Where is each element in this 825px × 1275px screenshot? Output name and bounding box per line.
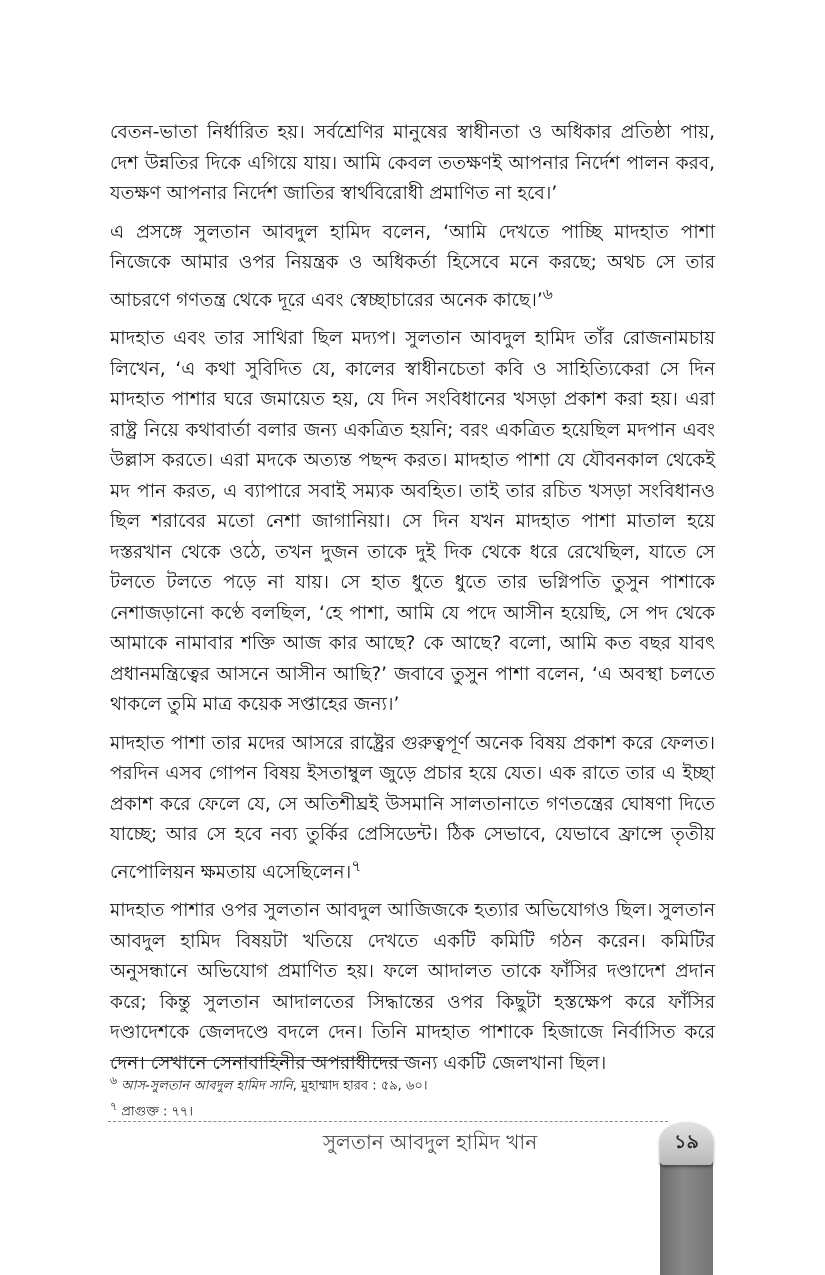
footnote-marker: ৭ [110,1100,118,1114]
paragraph: এ প্রসঙ্গে সুলতান আবদুল হামিদ বলেন, ‘আমি দেখতে পাচ্ছি মাদহাত পাশা নিজেকে আমার ওপর নিয়ন্ত্রক ও অধিকর্তা হিসেবে মনে করছে; অথচ সে তার আচরণে গণতন্ত্র থেকে দূরে এবং স্বেচ্ছাচারের অনেক কাছে।’$^৬$ [110,221,715,311]
footnotes [110,1070,715,1123]
running-title: সুলতান আবদুল হামিদ খান [322,1130,538,1154]
footnote [110,1096,715,1122]
paragraph: মাদহাত পাশা তার মদের আসরে রাষ্ট্রের গুরুত্বপূর্ণ অনেক বিষয় প্রকাশ করে ফেলত। পরদিন এসব গোপন বিষয় ইসতাম্বুল জুড়ে প্রচার হয়ে যেত। এক রাতে তার এ ইচ্ছা প্রকাশ করে ফেলে যে, সে অতিশীঘ্রই উসমানি সালতানাতে গণতন্ত্রের ঘোষণা দিতে যাচ্ছে; আর সে হবে নব্য তুর্কির প্রেসিডেন্ট। ঠিক সেভাবে, যেভাবে ফ্রান্সে তৃতীয় নেপোলিয়ন ক্ষমতায় এসেছিলেন।$^৭$ [110,732,715,883]
footnote-text: , মুহাম্মাদ হারব : ৫৯, ৬০। [292,1078,428,1094]
footnote-marker: ৬ [110,1074,118,1087]
page-edge-bar [660,1150,713,1275]
footnote-source-title: আস-সুলতান আবদুল হামিদ সানি [121,1078,293,1094]
footnote [110,1070,715,1096]
page-number: ১৯ [674,1131,699,1153]
paragraph: মাদহাত এবং তার সাথিরা ছিল মদ্যপ। সুলতান আবদুল হামিদ তাঁর রোজনামচায় লিখেন, ‘এ কথা সুবিদিত যে, কালের স্বাধীনচেতা কবি ও সাহিত্যিকেরা সে দিন মাদহাত পাশার ঘরে জমায়েত হয়, যে দিন সংবিধানের খসড়া প্রকাশ করা হয়। এরা রাষ্ট্র নিয়ে কথাবার্তা বলার জন্য একত্রিত হয়নি; বরং একত্রিত হয়েছিল মদপান এবং উল্লাস করতে। এরা মদকে অত্যন্ত পছন্দ করত। মাদহাত পাশা যে যৌবনকাল থেকেই মদ পান করত, এ ব্যাপারে সবাই সম্যক অবহিত। তাই তার রচিত খসড়া সংবিধানও ছিল শরাবের মতো নেশা জাগানিয়া। সে দিন যখন মাদহাত পাশা মাতাল হয়ে দস্তরখান থেকে ওঠে, তখন দুজন তাকে দুই দিক থেকে ধরে রেখেছিল, যাতে সে টলতে টলতে পড়ে না যায়। সে হাত ধুতে ধুতে তার ভগ্নিপতি তুসুন পাশাকে নেশাজড়ানো কণ্ঠে বলছিল, ‘হে পাশা, আমি যে পদে আসীন হয়েছি, সে পদ থেকে আমাকে নামাবার শক্তি আজ কার আছে? কে আছে? বলো, আমি কত বছর যাবৎ প্রধানমন্ত্রিত্বের আসনে আসীন আছি?’ জবাবে তুসুন পাশা বলেন, ‘এ অবস্থা চলতে থাকলে তুমি মাত্র কয়েক সপ্তাহের জন্য।’ [110,328,715,716]
paragraph: বেতন-ভাতা নির্ধারিত হয়। সর্বশ্রেণির মানুষের স্বাধীনতা ও অধিকার প্রতিষ্ঠা পায়, দেশ উন্নতির দিকে এগিয়ে যায়। আমি কেবল ততক্ষণই আপনার নির্দেশ পালন করব, যতক্ষণ আপনার নির্দেশ জাতির স্বার্থবিরোধী প্রমাণিত না হবে।’ [110,122,715,204]
body-text [110,118,715,1087]
paragraph: মাদহাত পাশার ওপর সুলতান আবদুল আজিজকে হত্যার অভিযোগও ছিল। সুলতান আবদুল হামিদ বিষয়টা খতিয়ে দেখতে একটি কমিটি গঠন করেন। কমিটির অনুসন্ধানে অভিযোগ প্রমাণিত হয়। ফলে আদালত তাকে ফাঁসির দণ্ডাদেশ প্রদান করে; কিন্তু সুলতান আদালতের সিদ্ধান্তের ওপর কিছুটা হস্তক্ষেপ করে ফাঁসির দণ্ডাদেশকে জেলদণ্ডে বদলে দেন। তিনি মাদহাত পাশাকে হিজাজে নির্বাসিত করে দেন। সেখানে সেনাবাহিনীর অপরাধীদের জন্য একটি জেলখানা ছিল। [110,900,715,1074]
footnote-ref: ৬ [542,284,553,303]
footer-dashed-rule [108,1121,668,1122]
footnote-ref: ৭ [351,856,362,875]
footnote-text: প্রাগুক্ত : ৭৭। [121,1104,194,1120]
footnote-divider [110,1060,408,1061]
